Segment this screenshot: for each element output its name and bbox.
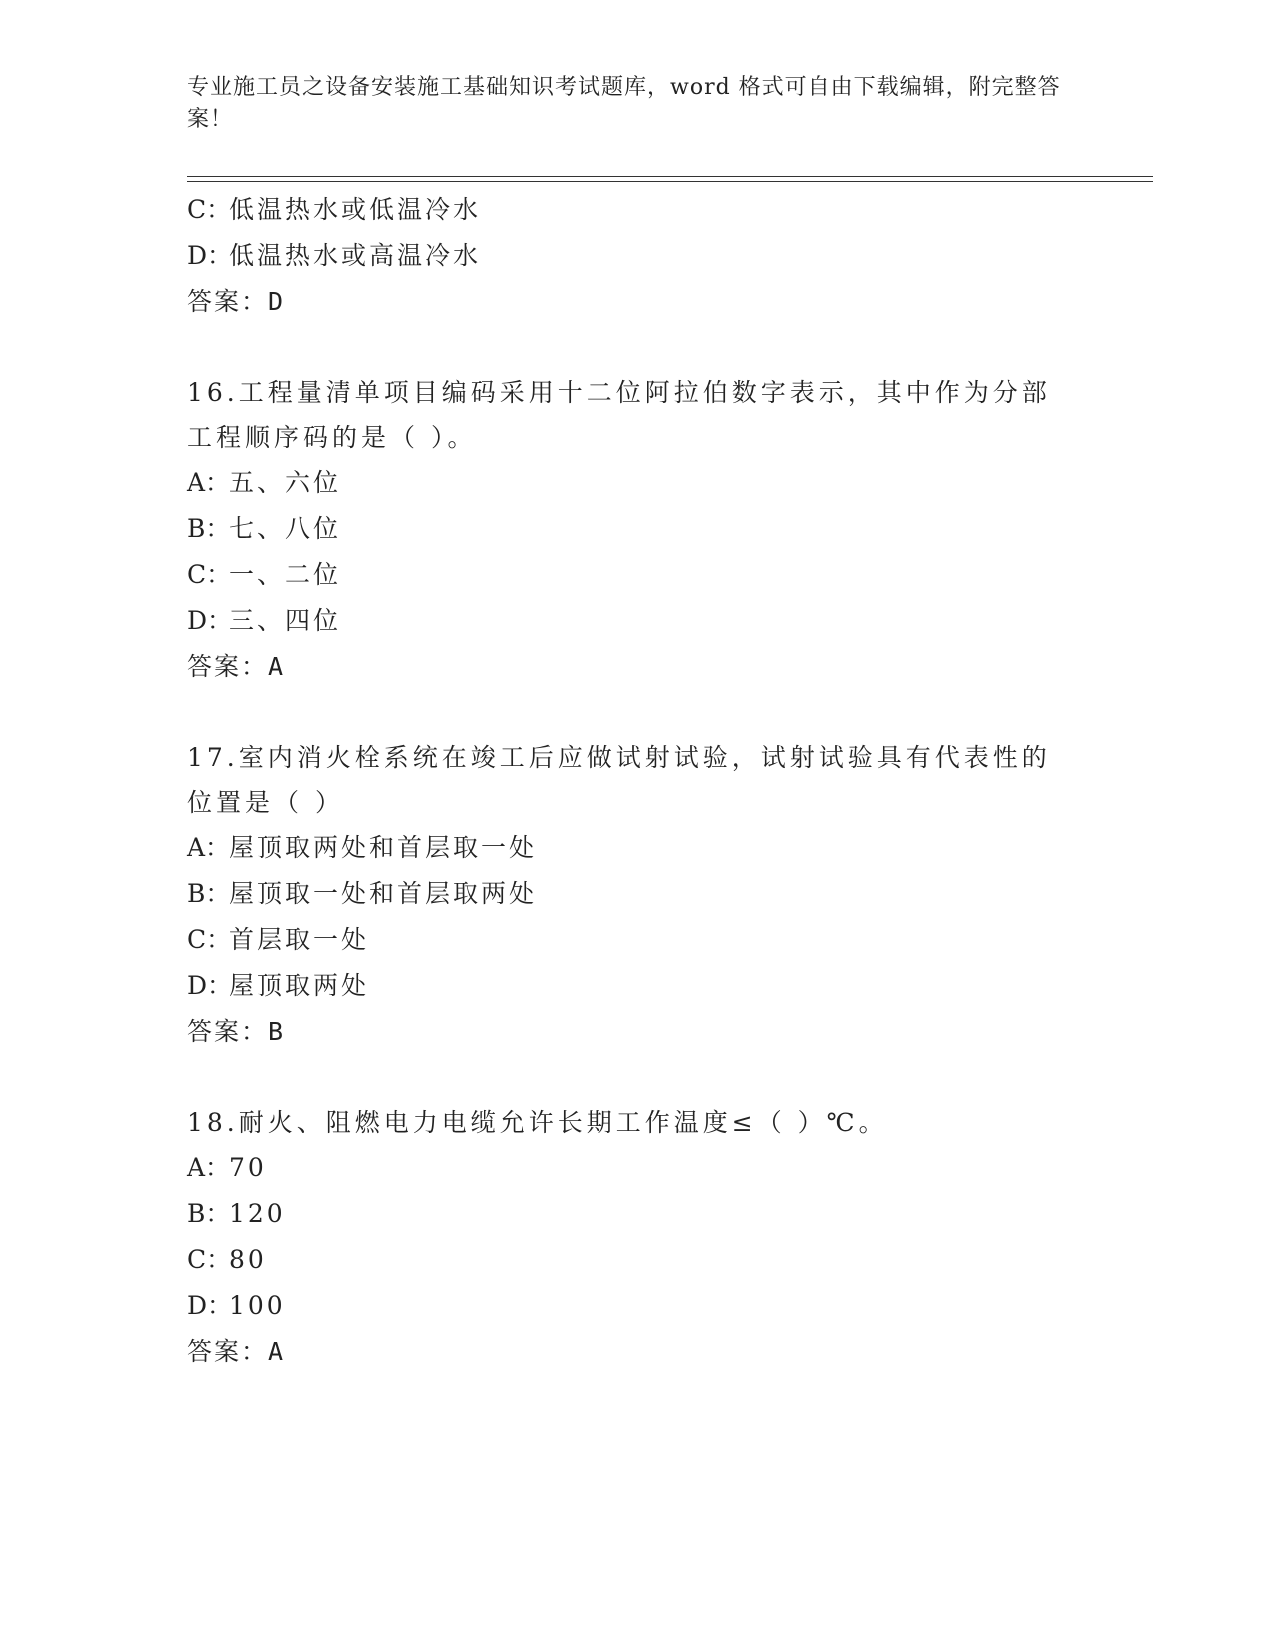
option-text: 屋顶取一处和首层取两处	[229, 879, 538, 908]
answer-label: 答案：	[187, 1337, 269, 1366]
option-text: 一、二位	[229, 560, 342, 589]
question-text: 16.工程量清单项目编码采用十二位阿拉伯数字表示，其中作为分部工程顺序码的是（ ）。	[187, 378, 1051, 452]
option-text: 120	[229, 1199, 286, 1228]
header-divider-top	[187, 176, 1153, 177]
answer-line	[187, 1329, 1067, 1375]
option-key: A：	[187, 468, 231, 497]
option-text: 屋顶取两处	[229, 971, 370, 1000]
option-d	[187, 963, 1067, 1009]
option-text: 80	[229, 1245, 267, 1274]
option-key: B：	[187, 1199, 231, 1228]
option-b	[187, 1191, 1067, 1237]
document-header: 专业施工员之设备安装施工基础知识考试题库，word 格式可自由下载编辑，附完整答案！	[187, 75, 1061, 132]
option-d	[187, 1283, 1067, 1329]
option-key: C：	[187, 1245, 232, 1274]
document-body	[187, 187, 1067, 1375]
question-18	[187, 1100, 1067, 1375]
header-divider-bottom	[187, 181, 1153, 182]
option-b	[187, 506, 1067, 552]
option-text: 首层取一处	[229, 925, 370, 954]
option-key: C：	[187, 925, 232, 954]
option-a	[187, 825, 1067, 871]
option-key: D：	[187, 606, 233, 635]
question-text: 18.耐火、阻燃电力电缆允许长期工作温度≤（ ）℃。	[187, 1108, 888, 1137]
option-key: C：	[187, 560, 232, 589]
answer-value: B	[268, 1017, 286, 1046]
answer-line	[187, 1009, 1067, 1055]
answer-line	[187, 279, 1067, 325]
answer-line	[187, 644, 1067, 690]
option-c	[187, 917, 1067, 963]
option-key: C：	[187, 195, 232, 224]
answer-value: A	[268, 1337, 286, 1366]
option-text: 七、八位	[229, 514, 342, 543]
option-text: 70	[229, 1153, 267, 1182]
option-d	[187, 598, 1067, 644]
answer-label: 答案：	[187, 1017, 269, 1046]
option-a	[187, 1145, 1067, 1191]
question-17	[187, 735, 1067, 1055]
option-key: D：	[187, 971, 233, 1000]
option-c	[187, 1237, 1067, 1283]
answer-label: 答案：	[187, 287, 269, 316]
answer-value: D	[268, 287, 286, 316]
option-key: B：	[187, 514, 231, 543]
option-key: D：	[187, 1291, 233, 1320]
answer-value: A	[268, 652, 286, 681]
option-c	[187, 187, 1067, 233]
answer-label: 答案：	[187, 652, 269, 681]
option-key: A：	[187, 1153, 231, 1182]
question-16	[187, 370, 1067, 690]
option-text: 三、四位	[229, 606, 342, 635]
question-text: 17.室内消火栓系统在竣工后应做试射试验，试射试验具有代表性的位置是（ ）	[187, 743, 1051, 817]
option-key: D：	[187, 241, 233, 270]
option-a	[187, 460, 1067, 506]
option-c	[187, 552, 1067, 598]
question-15-continuation	[187, 187, 1067, 325]
option-b	[187, 871, 1067, 917]
option-d	[187, 233, 1067, 279]
option-text: 屋顶取两处和首层取一处	[229, 833, 538, 862]
option-text: 低温热水或高温冷水	[229, 241, 482, 270]
option-text: 五、六位	[229, 468, 342, 497]
option-key: A：	[187, 833, 231, 862]
option-text: 低温热水或低温冷水	[229, 195, 482, 224]
option-key: B：	[187, 879, 231, 908]
option-text: 100	[229, 1291, 286, 1320]
